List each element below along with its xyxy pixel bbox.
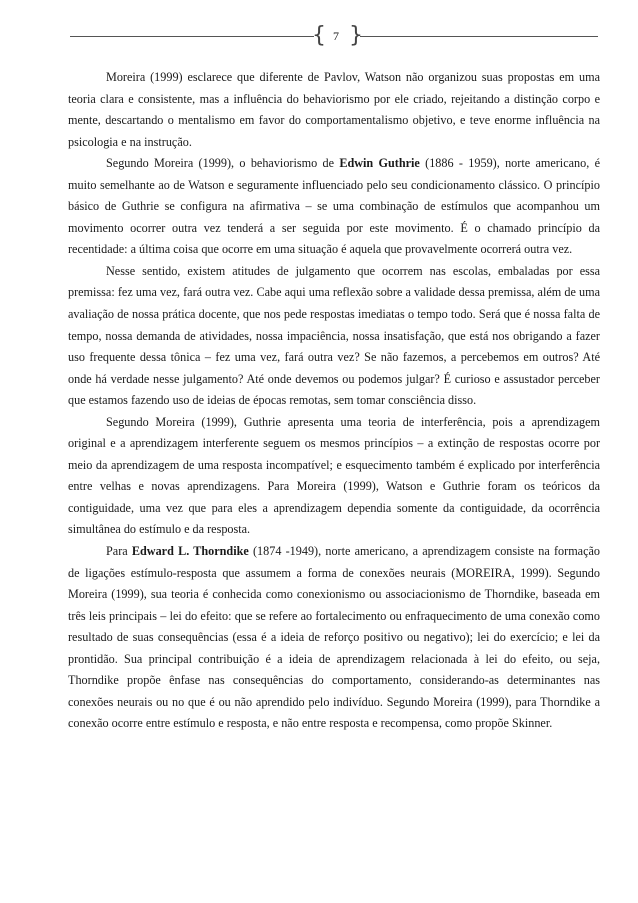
paragraph-guthrie [68,153,600,261]
header-rule-right [360,36,598,37]
paragraph-text: Segundo Moreira (1999), o behaviorismo de [106,156,340,171]
paragraph-text: Para [106,544,132,559]
body-text [68,67,600,735]
right-brace-icon: } [349,23,363,48]
paragraph-text: (1874 -1949), norte americano, a aprendizagem consiste na formação de ligações estímulo-resposta que assumem a forma de conexões neurais (MOREIRA, 1999). Segundo Moreira (1999), sua teoria é conhecida como conexionismo ou associacionismo de Thorndike, baseada em três leis principais – lei do efeito: que se refere ao fortalecimento ou enfraquecimento de uma conexão como resultado de suas consequências (essa é a ideia de reforço positivo ou negativo); lei do exercício; e lei da prontidão. Sua principal contribuição é a ideia de aprendizagem relacionada à lei do efeito, ou seja, Thorndike propõe ênfase nas consequências do comportamento, considerando-as determinantes nas conexões neurais ou no que é ou não aprendido pelo indivíduo. Segundo Moreira (1999), para Thorndike a conexão ocorre entre estímulo e resposta, e não entre resposta e recompensa, como propõe Skinner. [68,544,600,731]
author-name: Edwin Guthrie [339,156,420,171]
paragraph-interference: Segundo Moreira (1999), Guthrie apresenta uma teoria de interferência, pois a aprendizagem original e a aprendizagem interferente seguem os mesmos princípios – a extinção de respostas ocorre por meio da aprendizagem de uma resposta incompatível; e esquecimento também é explicado por interferência entre velhas e novas aprendizagens. Para Moreira (1999), Watson e Guthrie foram os teóricos da contiguidade, uma vez que para eles a aprendizagem dependia somente da contiguidade, da ocorrência simultânea do estímulo e da resposta. [68,414,600,537]
page-header [70,22,598,52]
header-rule-left [70,36,314,37]
page-number: 7 [333,29,339,43]
paragraph-text: (1886 - 1959), norte americano, é muito semelhante ao de Watson e seguramente influenciado pelo seu condicionamento clássico. O princípio básico de Guthrie se configura na afirmativa – se uma combinação de estímulos que acompanhou um movimento ocorrer outra vez tenderá a ser seguida por este movimento. É o chamado princípio da recentidade: a última coisa que ocorre em uma situação é aquela que provavelmente ocorrerá outra vez. [68,156,600,257]
left-brace-icon: { [312,23,326,48]
paragraph-reflection: Nesse sentido, existem atitudes de julgamento que ocorrem nas escolas, embaladas por essa premissa: fez uma vez, fará outra vez. Cabe aqui uma reflexão sobre a validade dessa premissa, além de uma avaliação de nossa prática docente, que nos pede respostas imediatas o tempo todo. Será que é nossa falta de tempo, nossa demanda de atividades, nossa impaciência, nossa insatisfação, que está nos obrigando a fazer uso frequente dessa tônica – fez uma vez, fará outra vez? Se não fazemos, a percebemos em outros? Até onde há verdade nesse julgamento? Até onde devemos ou podemos julgar? É curioso e assustador perceber que estamos fazendo uso de ideias de épocas remotas, sem tomar consciência disso. [68,263,600,408]
author-name: Edward L. Thorndike [131,544,249,559]
paragraph-thorndike [68,541,600,735]
paragraph-watson: Moreira (1999) esclarece que diferente de Pavlov, Watson não organizou suas propostas em uma teoria clara e consistente, mas a influência do behaviorismo por ele criado, rejeitando a distinção corpo e mente, descartando o mentalismo em favor do comportamentalismo objetivo, e teve enorme influência na psicologia e na instrução. [68,70,600,149]
